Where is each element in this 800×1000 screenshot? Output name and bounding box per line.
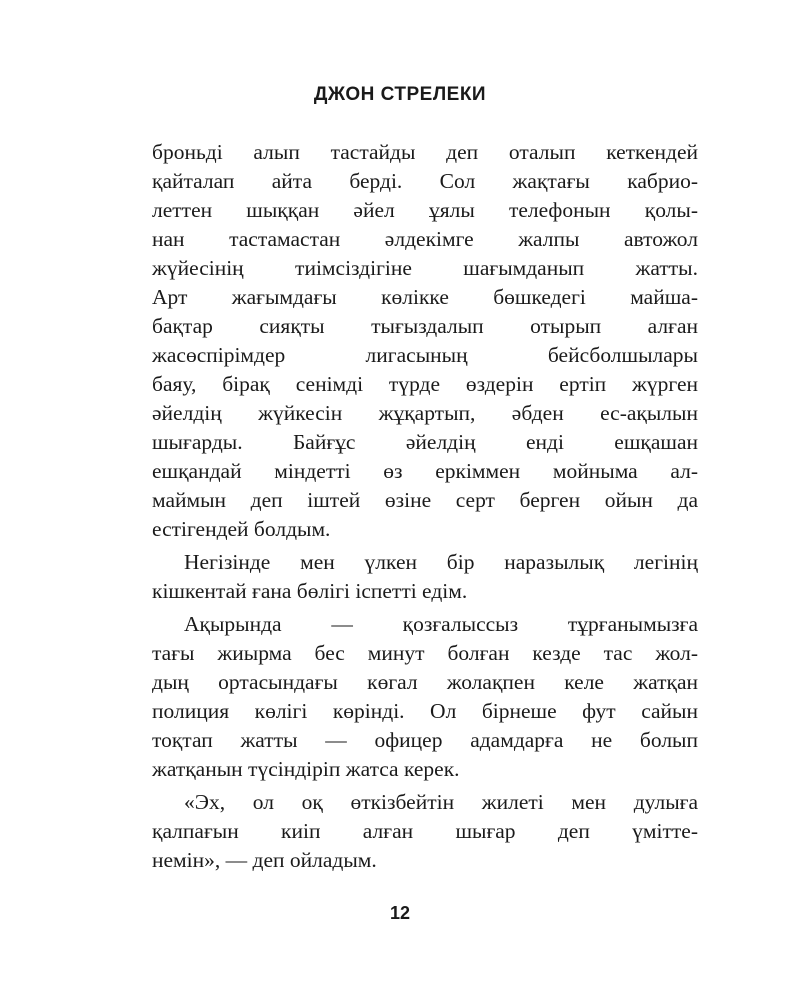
- body-text: [152, 138, 698, 875]
- text-line: қалпағын киіп алған шығар деп үмітте-: [152, 819, 698, 843]
- text-line: баяу, бірақ сенімді түрде өздерін ертіп жүрген: [152, 372, 698, 396]
- text-line: леттен шыққан әйел ұялы телефонын қолы-: [152, 198, 698, 222]
- text-line: Арт жағымдағы көлікке бөшкедегі майша-: [152, 285, 698, 309]
- text-line: нан тастамастан әлдекімге жалпы автожол: [152, 227, 698, 251]
- text-line: полиция көлігі көрінді. Ол бірнеше фут сайын: [152, 699, 698, 723]
- text-line: шығарды. Байғұс әйелдің енді ешқашан: [152, 430, 698, 454]
- text-line: ешқандай міндетті өз еркіммен мойныма ал-: [152, 459, 698, 483]
- text-line: броньді алып тастайды деп оталып кеткендей: [152, 140, 698, 164]
- text-line: тоқтап жатты — офицер адамдарға не болып: [152, 728, 698, 752]
- paragraph: [152, 788, 698, 875]
- text-line: естігендей болдым.: [152, 517, 331, 541]
- text-line: әйелдің жүйкесін жұқартып, әбден ес-ақылын: [152, 401, 698, 425]
- text-line: бақтар сияқты тығыздалып отырып алған: [152, 314, 698, 338]
- text-line: «Эх, ол оқ өткізбейтін жилеті мен дулыға: [184, 790, 698, 814]
- text-line: жатқанын түсіндіріп жатса керек.: [152, 757, 460, 781]
- paragraph: [152, 610, 698, 784]
- page-number: 12: [389, 903, 411, 923]
- text-line: дың ортасындағы көгал жолақпен келе жатқан: [152, 670, 698, 694]
- text-line: жасөспірімдер лигасының бейсболшылары: [152, 343, 698, 367]
- text-line: Негізінде мен үлкен бір наразылық легінің: [184, 550, 698, 574]
- text-line: қайталап айта берді. Сол жақтағы кабрио-: [152, 169, 698, 193]
- paragraph: [152, 548, 698, 606]
- text-line: тағы жиырма бес минут болған кезде тас жол-: [152, 641, 698, 665]
- text-line: маймын деп іштей өзіне серт берген ойын да: [152, 488, 698, 512]
- text-line: Ақырында — қозғалыссыз тұрғанымызға: [184, 612, 698, 636]
- text-line: кішкентай ғана бөлігі іспетті едім.: [152, 579, 468, 603]
- text-line: немін», — деп ойладым.: [152, 848, 377, 872]
- text-line: жүйесінің тиімсіздігіне шағымданып жатты.: [152, 256, 698, 280]
- running-header: ДЖОН СТРЕЛЕКИ: [313, 84, 487, 105]
- paragraph: [152, 138, 698, 544]
